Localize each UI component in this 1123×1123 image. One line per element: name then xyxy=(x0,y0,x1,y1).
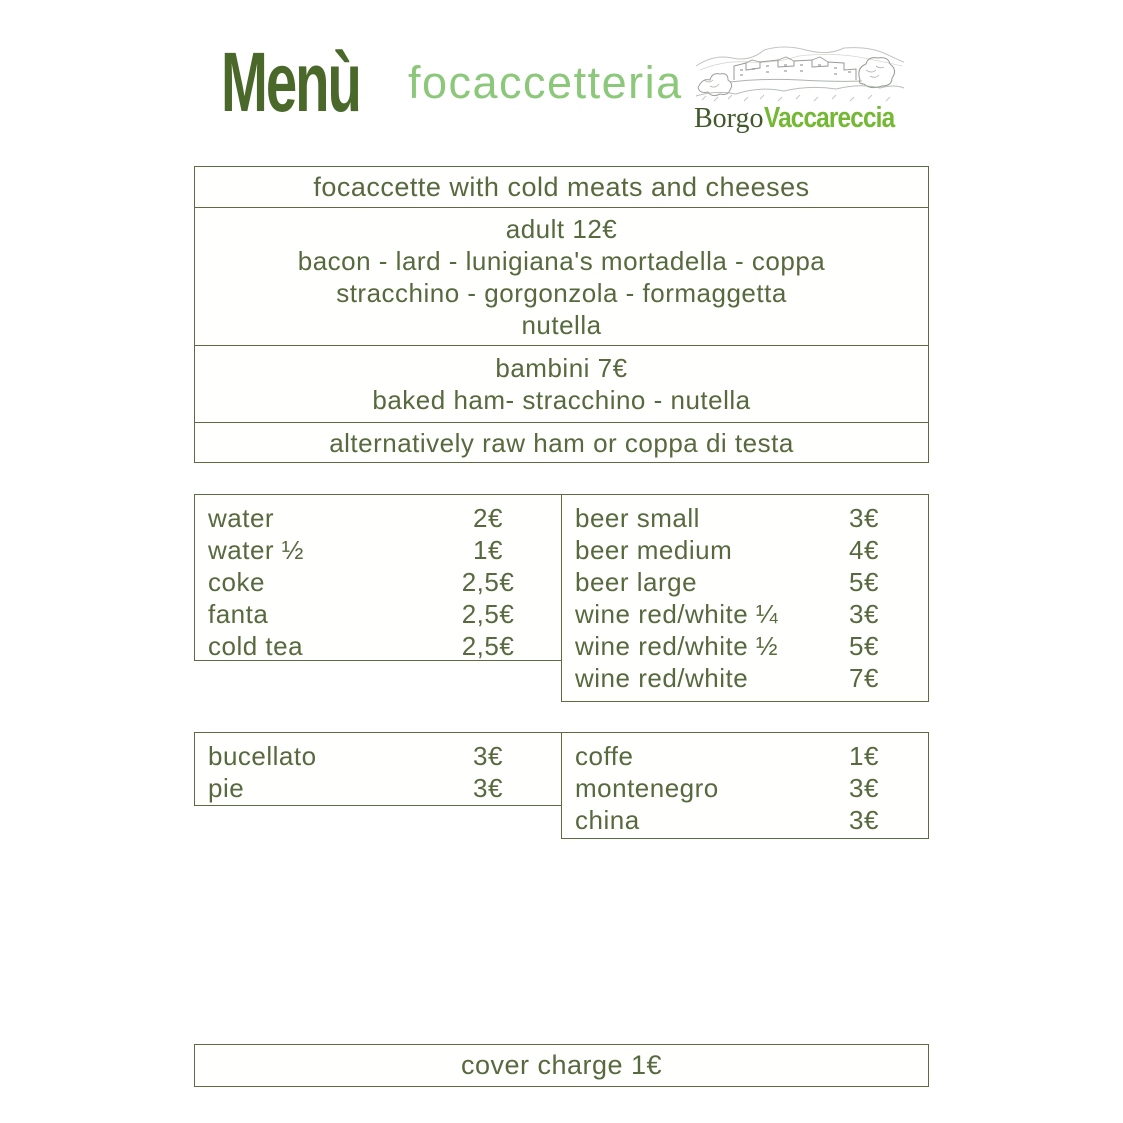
item-name: pie xyxy=(208,772,245,803)
item-name: beer large xyxy=(575,566,698,597)
page-title: Menù xyxy=(221,35,360,129)
menu-item-row xyxy=(195,630,561,662)
menu-item-row xyxy=(562,630,928,662)
item-name: fanta xyxy=(208,598,269,629)
menu-item-row xyxy=(195,740,561,772)
menu-line: nutella xyxy=(521,310,602,340)
menu-item-row xyxy=(562,772,928,804)
item-price: 2€ xyxy=(473,502,503,533)
item-price: 5€ xyxy=(849,566,879,597)
item-price: 2,5€ xyxy=(461,566,515,597)
item-price: 3€ xyxy=(849,804,879,835)
menu-item-row xyxy=(195,534,561,566)
item-name: water ½ xyxy=(208,534,304,565)
item-name: china xyxy=(575,804,640,835)
item-price: 7€ xyxy=(849,662,879,693)
item-name: wine red/white ½ xyxy=(575,630,779,661)
item-price: 2,5€ xyxy=(461,630,515,661)
bambini-section xyxy=(195,346,928,423)
logo-wordmark xyxy=(694,104,906,137)
menu-item-row xyxy=(562,804,928,836)
menu-item-row xyxy=(195,772,561,804)
item-price: 1€ xyxy=(849,740,879,771)
logo-text-vaccareccia: Vaccareccia xyxy=(763,102,894,134)
item-name: water xyxy=(208,502,275,533)
menu-item-row xyxy=(562,566,928,598)
menu-item-row xyxy=(195,502,561,534)
menu-line: bacon - lard - lunigiana's mortadella - coppa xyxy=(297,246,826,276)
item-price: 5€ xyxy=(849,630,879,661)
item-name: coke xyxy=(208,566,265,597)
menu-line: adult 12€ xyxy=(505,214,618,244)
item-name: beer medium xyxy=(575,534,733,565)
menu-item-row xyxy=(195,598,561,630)
item-price: 2,5€ xyxy=(461,598,515,629)
item-name: beer small xyxy=(575,502,700,533)
menu-line: stracchino - gorgonzola - formaggetta xyxy=(336,278,787,308)
cover-charge-box: cover charge 1€ xyxy=(194,1044,929,1087)
item-price: 3€ xyxy=(473,740,503,771)
item-price: 1€ xyxy=(473,534,503,565)
item-name: bucellato xyxy=(208,740,317,771)
desserts-box xyxy=(194,732,562,806)
menu-item-row xyxy=(195,566,561,598)
alternative-section xyxy=(195,423,928,462)
soft-drinks-box xyxy=(194,494,562,661)
item-name: wine red/white ¼ xyxy=(575,598,779,629)
item-name: wine red/white xyxy=(575,662,749,693)
item-price: 3€ xyxy=(473,772,503,803)
menu-item-row xyxy=(562,534,928,566)
menu-line: alternatively raw ham or coppa di testa xyxy=(329,428,794,458)
menu-item-row xyxy=(562,740,928,772)
page-subtitle: focaccetteria xyxy=(408,57,683,108)
adult-section xyxy=(195,208,928,346)
item-name: coffe xyxy=(575,740,634,771)
beer-wine-box xyxy=(561,494,929,702)
item-price: 3€ xyxy=(849,772,879,803)
item-name: cold tea xyxy=(208,630,304,661)
item-price: 3€ xyxy=(849,502,879,533)
item-name: montenegro xyxy=(575,772,719,803)
menu-line: baked ham- stracchino - nutella xyxy=(372,385,751,415)
logo xyxy=(694,36,906,137)
item-price: 4€ xyxy=(849,534,879,565)
focaccette-box xyxy=(194,166,929,463)
menu-item-row xyxy=(562,662,928,694)
menu-item-row xyxy=(562,502,928,534)
village-sketch-illustration xyxy=(694,36,906,106)
coffee-box xyxy=(561,732,929,839)
menu-item-row xyxy=(562,598,928,630)
focaccette-box-header: focaccette with cold meats and cheeses xyxy=(195,167,928,208)
item-price: 3€ xyxy=(849,598,879,629)
menu-line: bambini 7€ xyxy=(495,353,628,383)
logo-text-borgo: Borgo xyxy=(694,103,764,134)
